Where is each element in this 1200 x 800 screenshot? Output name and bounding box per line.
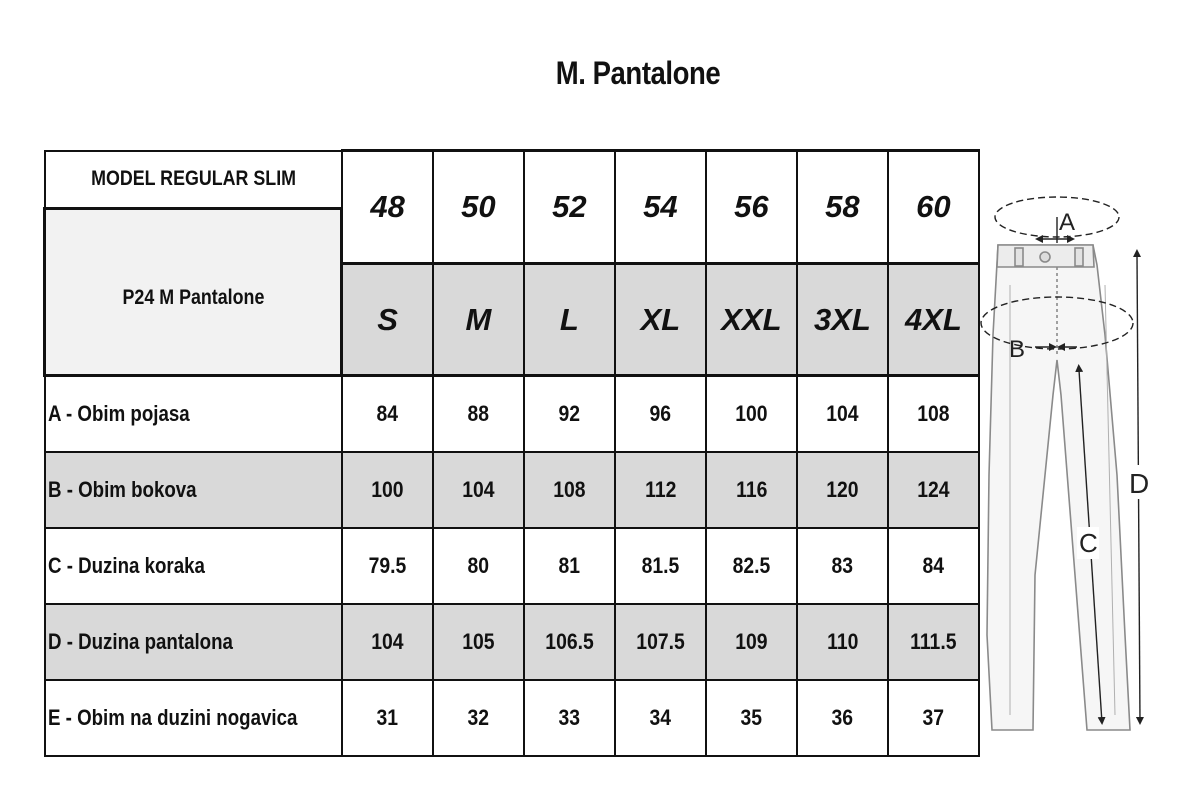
- header-row-numeric: [45, 151, 979, 209]
- table-cell: 84: [376, 401, 399, 426]
- size-m: M: [433, 264, 524, 376]
- size-chart-table: [43, 149, 980, 757]
- diagram-label-a: A: [1059, 209, 1076, 236]
- model-label-cell: [45, 151, 342, 209]
- table-row-b: [45, 452, 979, 528]
- size-56: 56: [706, 151, 797, 264]
- table-cell: 104: [371, 629, 404, 654]
- model-label: MODEL REGULAR SLIM: [90, 167, 296, 190]
- size-xxl: XXL: [706, 264, 797, 376]
- table-cell: 105: [462, 629, 495, 654]
- table-cell: 84: [922, 553, 945, 578]
- table-cell: 100: [371, 477, 404, 502]
- size-50: 50: [433, 151, 524, 264]
- trousers-measurement-diagram: [965, 175, 1155, 750]
- table-cell: 35: [740, 705, 763, 730]
- row-label: B - Obim bokova: [47, 477, 197, 502]
- row-label: C - Duzina koraka: [47, 553, 205, 578]
- table-cell: 81: [558, 553, 581, 578]
- size-3xl: 3XL: [797, 264, 888, 376]
- table-cell: 96: [649, 401, 672, 426]
- diagram-label-c: C: [1079, 528, 1098, 558]
- waist-measure-a: [995, 197, 1119, 243]
- table-cell: 108: [917, 401, 950, 426]
- table-cell: 110: [826, 629, 858, 654]
- table-cell: 80: [467, 553, 490, 578]
- table-cell: 79.5: [368, 553, 407, 578]
- table-row-a: [45, 376, 979, 453]
- diagram-label-d: D: [1129, 468, 1150, 499]
- table-cell: 37: [922, 705, 945, 730]
- table-cell: 33: [558, 705, 581, 730]
- table-cell: 116: [735, 477, 767, 502]
- size-4xl: 4XL: [888, 264, 979, 376]
- row-label: E - Obim na duzini nogavica: [47, 705, 297, 730]
- table-cell: 82.5: [732, 553, 771, 578]
- table-cell: 104: [462, 477, 495, 502]
- table-cell: 92: [558, 401, 581, 426]
- table-cell: 124: [917, 477, 950, 502]
- table-cell: 107.5: [636, 629, 685, 654]
- table-cell: 109: [735, 629, 768, 654]
- table-cell: 81.5: [641, 553, 680, 578]
- page-title: M. Pantalone: [555, 55, 721, 91]
- table-cell: 111.5: [910, 629, 957, 654]
- table-cell: 88: [467, 401, 490, 426]
- table-cell: 31: [376, 705, 399, 730]
- size-60: 60: [888, 151, 979, 264]
- trousers-sketch: [987, 245, 1130, 730]
- table-cell: 32: [467, 705, 490, 730]
- table-cell: 120: [826, 477, 859, 502]
- table-cell: 112: [644, 477, 676, 502]
- table-row-e: [45, 680, 979, 756]
- size-l: L: [524, 264, 615, 376]
- size-s: S: [342, 264, 433, 376]
- table-cell: 83: [831, 553, 854, 578]
- table-row-c: [45, 528, 979, 604]
- table-cell: 100: [735, 401, 768, 426]
- size-58: 58: [797, 151, 888, 264]
- table-cell: 34: [649, 705, 672, 730]
- size-52: 52: [524, 151, 615, 264]
- product-label-cell: [45, 208, 342, 376]
- table-cell: 108: [553, 477, 586, 502]
- table-row-d: [45, 604, 979, 680]
- diagram-label-b: B: [1009, 336, 1026, 363]
- size-54: 54: [615, 151, 706, 264]
- size-48: 48: [342, 151, 433, 264]
- table-cell: 106.5: [545, 629, 594, 654]
- size-xl: XL: [615, 264, 706, 376]
- row-label: D - Duzina pantalona: [47, 629, 233, 654]
- table-cell: 104: [826, 401, 859, 426]
- product-label: P24 M Pantalone: [122, 285, 265, 309]
- row-label: A - Obim pojasa: [47, 401, 190, 426]
- table-cell: 36: [831, 705, 854, 730]
